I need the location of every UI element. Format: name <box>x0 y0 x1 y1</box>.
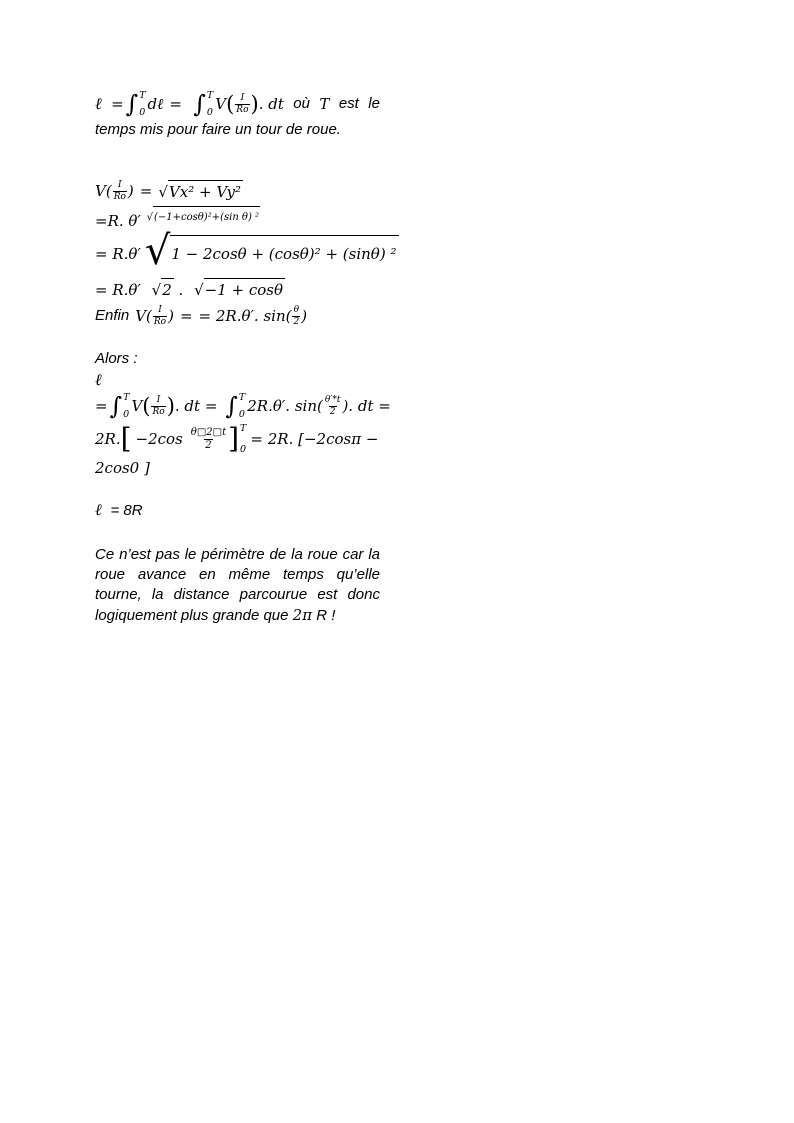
velocity-symbol: V <box>135 307 147 325</box>
word-alors: Alors : <box>95 350 138 367</box>
integral-upper-limit: T <box>206 90 214 101</box>
result-line-8r <box>95 499 380 521</box>
radical-sign: √ <box>144 228 171 274</box>
integral-upper-limit: T <box>139 90 146 101</box>
radical-sign: √ <box>194 281 204 299</box>
fraction-denominator: Ro <box>153 316 167 327</box>
close-paren: ) <box>166 393 175 418</box>
sentence-tour-de-roue: temps mis pour faire un tour de roue. <box>95 121 341 138</box>
close-bracket: ] <box>228 422 240 455</box>
dt-equals-term: . dt = <box>174 397 218 415</box>
dot-separator: . <box>178 281 184 299</box>
formula-line-r-theta-small-root <box>95 206 380 232</box>
integral-upper-limit: T <box>123 392 130 403</box>
open-paren: ( <box>105 182 112 200</box>
fraction-theta-over-2 <box>292 305 300 327</box>
integral-glyph: ∫ <box>225 392 238 420</box>
radical-sign: √ <box>146 212 153 223</box>
document-content <box>95 88 397 626</box>
integral-symbol <box>110 393 130 419</box>
fraction-denominator: 2 <box>329 406 336 417</box>
script-l-symbol: ℓ <box>95 94 102 113</box>
word-enfin: Enfin <box>95 307 130 324</box>
close-paren: ) <box>127 182 134 200</box>
dt-term: . dt <box>258 95 284 113</box>
period-T-symbol: T <box>319 95 330 113</box>
square-root <box>158 180 243 203</box>
two-pi-formula: 2π <box>292 606 313 624</box>
r-theta-prime-term: = R.θ′ <box>95 281 141 299</box>
formula-line-2cos0: 2cos0 ] <box>95 459 150 477</box>
big-square-root <box>144 228 400 274</box>
square-root-minus1-cos <box>194 278 285 301</box>
integral-glyph: ∫ <box>193 90 206 118</box>
fraction-numerator: I <box>156 395 161 406</box>
bracket-limits <box>240 424 246 454</box>
fraction-denominator: 2 <box>205 439 212 451</box>
fraction-I-over-Ro <box>151 395 165 417</box>
formula-group-dl-integral <box>111 91 182 117</box>
script-l-line <box>95 369 380 391</box>
fraction-I-over-Ro <box>153 305 167 327</box>
fraction-I-over-Ro <box>235 93 249 115</box>
integral-limits <box>206 91 213 117</box>
paragraph-alors-integration <box>95 349 391 479</box>
fraction-denominator: 2 <box>293 316 300 327</box>
close-dt-equals: ). dt = <box>342 397 391 415</box>
integral-symbol <box>126 91 146 117</box>
open-bracket: [ <box>120 422 132 455</box>
fraction-theta-t-over-2 <box>324 395 342 417</box>
formula-line-v-sqrt-vx-vy <box>95 176 380 206</box>
velocity-symbol: V <box>215 95 227 113</box>
equals-sign: = <box>179 307 193 325</box>
fraction-denominator: Ro <box>113 191 126 202</box>
word-le: le <box>368 95 380 112</box>
velocity-symbol: V <box>95 182 106 200</box>
integral-limits <box>238 393 245 419</box>
integral-glyph: ∫ <box>109 392 123 420</box>
equals-cos-pi-term: = 2R. [−2cosπ − <box>250 430 379 448</box>
formula-line-enfin <box>95 301 380 331</box>
integral-lower-limit: 0 <box>238 408 245 420</box>
integral-glyph: ∫ <box>125 90 139 118</box>
equals-sign: = <box>95 397 108 415</box>
integral-limits <box>138 91 145 117</box>
velocity-symbol: V <box>131 397 143 415</box>
fraction-numerator: I <box>240 93 245 104</box>
radicand-vx2-vy2: Vx² + Vy² <box>168 180 243 203</box>
r-theta-prime-term: = R.θ′ <box>95 245 141 263</box>
formula-line-integral-evaluation <box>95 391 391 421</box>
paragraph-arc-length-definition <box>95 88 380 140</box>
fraction-denominator: Ro <box>236 104 249 115</box>
integral-symbol <box>193 91 213 117</box>
radicand-expanded: 1 − 2cosθ + (cosθ)² + (sinθ) ² <box>170 235 399 274</box>
two-r-theta-sin-term: = 2R.θ′. sin( <box>198 307 292 325</box>
fraction-numerator: θ□2□t <box>190 427 227 438</box>
integral-lower-limit: 0 <box>123 408 130 420</box>
close-paren: ) <box>250 91 259 116</box>
minus-two-cos-term: −2cos <box>135 430 183 448</box>
word-est: est <box>338 95 359 112</box>
close-paren: ) <box>301 307 308 325</box>
bracket-upper-limit: T <box>240 423 247 434</box>
bracket-lower-limit: 0 <box>240 443 247 455</box>
fraction-numerator: θ′*t <box>324 395 341 406</box>
conclusion-paragraph <box>95 545 380 626</box>
integral-lower-limit: 0 <box>206 106 213 118</box>
radical-sign: √ <box>158 182 168 201</box>
formula-line-integral-definition <box>95 88 380 120</box>
equals-sign: = <box>111 95 124 113</box>
formula-line-bracket-evaluation <box>95 421 380 457</box>
fraction-numerator: I <box>158 305 162 316</box>
formula-line-big-root <box>95 228 397 274</box>
script-l-symbol: ℓ <box>95 500 102 519</box>
script-l-symbol: ℓ <box>95 370 102 389</box>
word-ou: où <box>293 95 310 112</box>
open-paren: ( <box>142 393 151 418</box>
open-paren: ( <box>146 307 152 325</box>
fraction-numerator: θ <box>293 305 300 316</box>
integral-lower-limit: 0 <box>139 106 146 118</box>
conclusion-text: Ce n’est pas le périmètre de la roue car la roue avance en même temps qu’elle tourne, la distance parcourue est donc logiquement plus grande que <box>95 546 380 624</box>
paragraph-velocity-derivation <box>95 176 397 331</box>
formula-group-velocity-integral <box>191 91 283 117</box>
radical-sign: √ <box>151 281 162 299</box>
radicand-cos-sin-squared: (−1+cosθ)²+(sin θ) ² <box>153 206 260 229</box>
small-square-root <box>147 206 260 229</box>
radicand-minus1-cos: −1 + cosθ <box>204 278 285 301</box>
integral-upper-limit: T <box>238 392 246 403</box>
conclusion-tail: R ! <box>316 607 336 624</box>
equals-sign: = <box>139 182 153 200</box>
fraction-denominator: Ro <box>152 406 165 417</box>
square-root-of-2 <box>152 278 174 301</box>
fraction-theta-2-t-over-2 <box>190 427 227 451</box>
equals-sign: = <box>169 95 182 113</box>
two-r-coefficient: 2R. <box>95 430 121 448</box>
formula-line-sqrt2 <box>95 278 380 301</box>
radicand-two: 2 <box>161 278 174 301</box>
dl-term: dℓ <box>147 95 164 113</box>
r-theta-prime-term: =R. θ′ <box>95 212 141 230</box>
close-paren: ) <box>168 307 174 325</box>
fraction-numerator: I <box>118 180 122 191</box>
fraction-I-over-Ro <box>113 180 127 202</box>
integral-limits <box>122 393 129 419</box>
open-paren: ( <box>226 91 235 116</box>
equals-8r: = 8R <box>110 502 143 519</box>
two-r-theta-sin-term: 2R.θ′. sin( <box>247 397 323 415</box>
integral-symbol <box>225 393 245 419</box>
